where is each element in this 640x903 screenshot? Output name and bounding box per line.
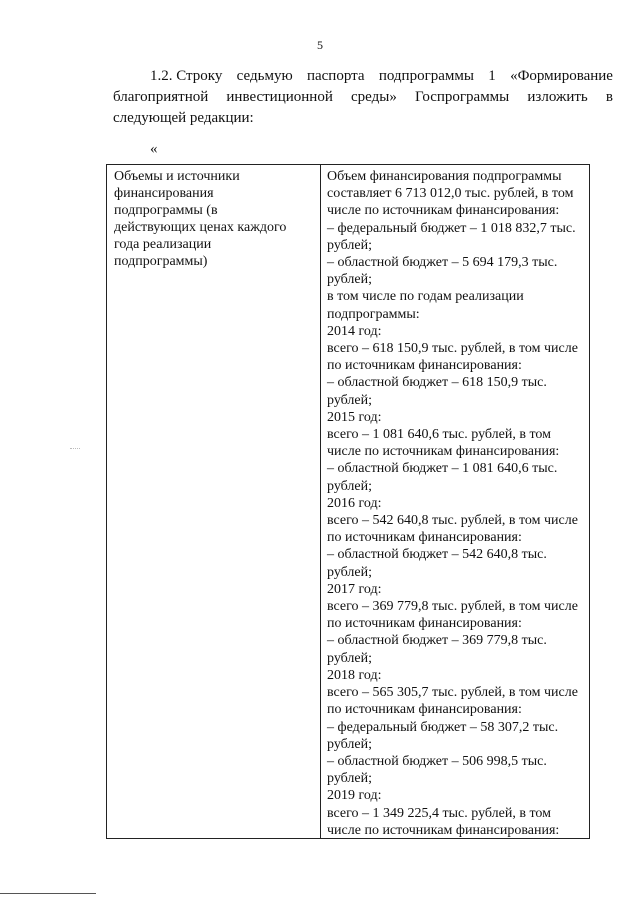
table-right-line: 2015 год: <box>327 409 382 425</box>
table-left-line: года реализации <box>114 237 212 252</box>
table-right-line: 2014 год: <box>327 323 382 339</box>
table-right-line: рублей; <box>327 392 372 408</box>
paragraph-word: среды» <box>351 89 397 105</box>
table-right-line: рублей; <box>327 771 372 787</box>
passport-table <box>106 164 590 839</box>
table-right-line: – областной бюджет – 5 694 179,3 тыс. <box>327 255 558 271</box>
paragraph-line <box>113 87 613 108</box>
table-left-line: Объемы и источники <box>114 169 240 184</box>
table-right-line: – областной бюджет – 542 640,8 тыс. <box>327 547 547 563</box>
table-left-line: подпрограммы (в <box>114 203 218 218</box>
table-cell-funding-details <box>321 165 589 838</box>
table-right-line: числе по источникам финансирования: <box>327 822 560 838</box>
paragraph-word: в <box>605 89 613 105</box>
table-cell-funding-label <box>107 165 321 838</box>
table-right-line: по источникам финансирования: <box>327 530 522 546</box>
page-number: 5 <box>317 38 323 52</box>
paragraph-word: седьмую <box>236 68 293 84</box>
table-right-line: – областной бюджет – 1 081 640,6 тыс. <box>327 461 558 477</box>
table-right-line: – областной бюджет – 369 779,8 тыс. <box>327 633 547 649</box>
table-right-line: по источникам финансирования: <box>327 702 522 718</box>
paragraph-word: инвестиционной <box>226 89 333 105</box>
paragraph-word: Госпрограммы <box>414 89 510 105</box>
table-right-line: – областной бюджет – 506 998,5 тыс. <box>327 753 547 769</box>
table-right-line: рублей; <box>327 564 372 580</box>
paragraph-word: паспорта <box>306 68 365 84</box>
table-right-line: рублей; <box>327 736 372 752</box>
table-right-line: всего – 542 640,8 тыс. рублей, в том числе <box>327 513 578 529</box>
table-left-line: действующих ценах каждого <box>114 220 287 235</box>
paragraph-word: следующей редакции: <box>113 110 254 126</box>
paragraph-word: 1.2. Строку <box>150 68 223 84</box>
table-right-line: в том числе по годам реализации <box>327 289 524 305</box>
table-right-line: 2017 год: <box>327 581 382 597</box>
scan-margin-mark <box>70 448 80 450</box>
table-right-line: по источникам финансирования: <box>327 358 522 374</box>
paragraph-word: подпрограммы <box>378 68 474 84</box>
table-right-line: 2018 год: <box>327 667 382 683</box>
amendment-paragraph <box>113 66 613 129</box>
table-right-line: по источникам финансирования: <box>327 616 522 632</box>
footer-rule <box>0 893 96 894</box>
table-right-line: всего – 369 779,8 тыс. рублей, в том числе <box>327 599 578 615</box>
table-right-line: всего – 1 081 640,6 тыс. рублей, в том <box>327 427 551 443</box>
paragraph-word: изложить <box>527 89 588 105</box>
table-right-line: рублей; <box>327 237 372 253</box>
paragraph-line <box>113 108 613 129</box>
table-right-line: всего – 618 150,9 тыс. рублей, в том числе <box>327 341 578 357</box>
table-right-line: всего – 1 349 225,4 тыс. рублей, в том <box>327 805 551 821</box>
table-right-line: 2019 год: <box>327 788 382 804</box>
table-right-line: – федеральный бюджет – 1 018 832,7 тыс. <box>327 220 576 236</box>
table-right-line: – федеральный бюджет – 58 307,2 тыс. <box>327 719 559 735</box>
table-right-line: Объем финансирования подпрограммы <box>327 169 562 184</box>
table-right-line: числе по источникам финансирования: <box>327 203 560 219</box>
table-right-line: всего – 565 305,7 тыс. рублей, в том числе <box>327 685 578 701</box>
paragraph-word: 1 <box>488 68 496 84</box>
paragraph-line <box>113 66 613 87</box>
table-right-line: рублей; <box>327 272 372 288</box>
opening-quote-mark: « <box>150 141 158 157</box>
paragraph-word: благоприятной <box>113 89 209 105</box>
table-right-line: подпрограммы: <box>327 306 420 322</box>
table-right-line: рублей; <box>327 650 372 666</box>
table-left-line: финансирования <box>114 186 214 201</box>
table-right-line: рублей; <box>327 478 372 494</box>
paragraph-word: «Формирование <box>510 68 613 84</box>
table-left-line: подпрограммы) <box>114 254 208 269</box>
table-right-line: – областной бюджет – 618 150,9 тыс. <box>327 375 547 391</box>
table-right-line: числе по источникам финансирования: <box>327 444 560 460</box>
table-right-line: 2016 год: <box>327 495 382 511</box>
table-right-line: составляет 6 713 012,0 тыс. рублей, в том <box>327 186 574 202</box>
